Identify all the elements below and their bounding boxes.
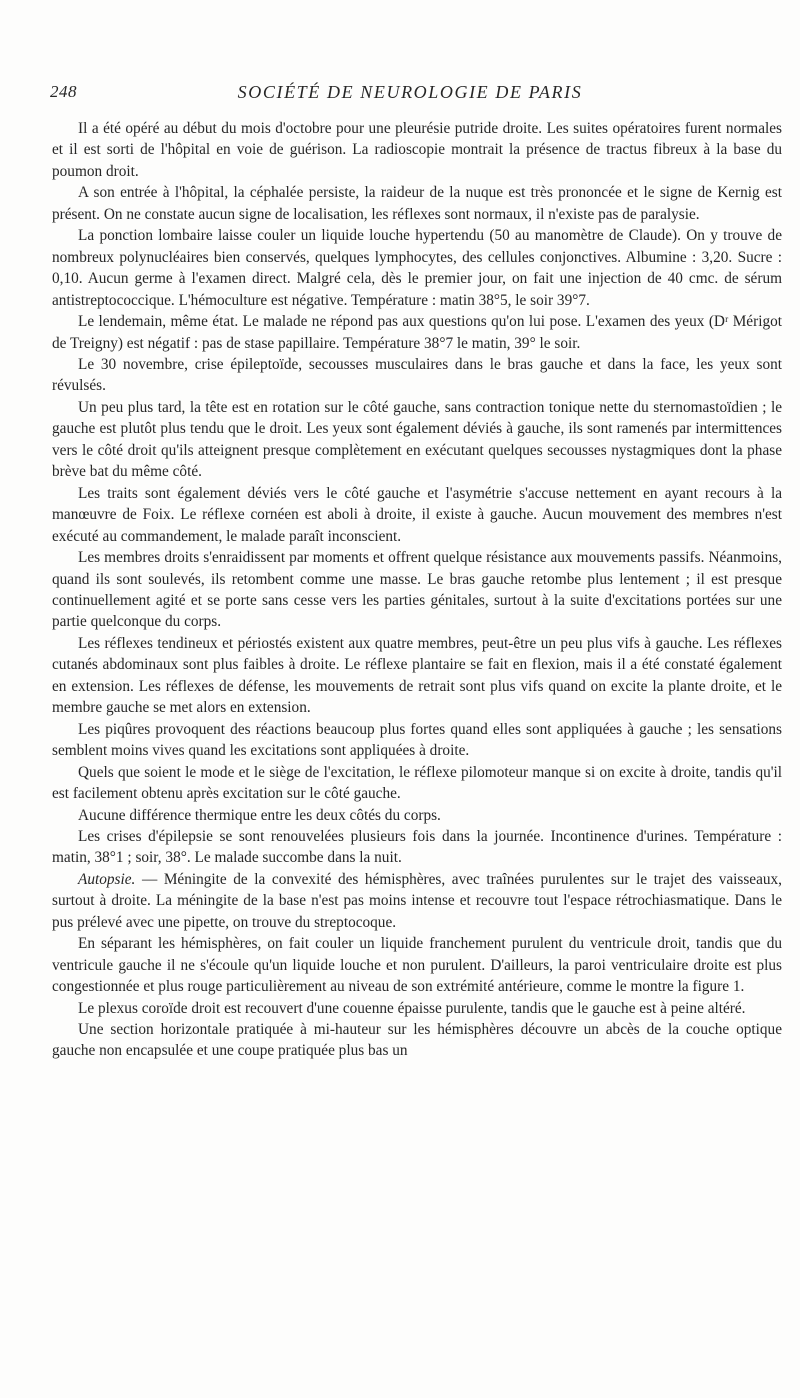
paragraph: Les crises d'épilepsie se sont renouvelées plusieurs fois dans la journée. Incontinence d'urines. Température : matin, 38°1 ; soir, 38°. Le malade succombe dans la nuit. xyxy=(52,827,782,867)
autopsie-paragraph xyxy=(52,869,782,933)
article-body xyxy=(52,118,782,1062)
paragraph: Une section horizontale pratiquée à mi-hauteur sur les hémisphères découvre un abcès de la couche optique gauche non encapsulée et une coupe pratiquée plus bas un xyxy=(52,1021,782,1060)
paragraph: Le lendemain, même état. Le malade ne répond pas aux questions qu'on lui pose. L'examen des yeux (Dʳ Mérigot de Treigny) est négatif : pas de stase papillaire. Température 38°7 le matin, 39° le soir. xyxy=(52,313,782,352)
paragraph: Les traits sont également déviés vers le côté gauche et l'asymétrie s'accuse nettement en ayant recours à la manœuvre de Foix. Le réflexe cornéen est aboli à droite, il existe à gauche. Aucun mouvement des membres n'est exécuté au commandement, le malade paraît inconscient. xyxy=(52,484,782,545)
autopsie-label: Autopsie. xyxy=(78,870,136,888)
paragraph: Les piqûres provoquent des réactions beaucoup plus fortes quand elles sont appliquées à gauche ; les sensations semblent moins vives quand les excitations sont appliquées à droite. xyxy=(52,720,782,760)
paragraph: En séparant les hémisphères, on fait couler un liquide franchement purulent du ventricule droit, tandis que du ventricule gauche il ne s'écoule qu'un liquide louche et non purulent. D'ailleurs, la paroi ventriculaire droite est plus congestionnée et plus rouge particulièrement au niveau de son extrémité antérieure, comme le montre la figure 1. xyxy=(52,935,782,996)
paragraph: Quels que soient le mode et le siège de l'excitation, le réflexe pilomoteur manque si on excite à droite, tandis qu'il est facilement obtenu après excitation sur le côté gauche. xyxy=(52,763,782,803)
running-head xyxy=(50,82,770,108)
paragraph: A son entrée à l'hôpital, la céphalée persiste, la raideur de la nuque est très prononcée et le signe de Kernig est présent. On ne constate aucun signe de localisation, les réflexes sont normaux, il n'existe pas de paralysie. xyxy=(52,184,782,223)
journal-title: SOCIÉTÉ DE NEUROLOGIE DE PARIS xyxy=(237,82,583,102)
paragraph: Aucune différence thermique entre les deux côtés du corps. xyxy=(78,806,441,824)
autopsie-text: — Méningite de la convexité des hémisphères, avec traînées purulentes sur le trajet des vaisseaux, surtout à droite. La méningite de la base n'est pas moins intense et recouvre tout l'espace rétrochiasmatique. Dans le pus prélevé avec une pipette, on trouve du streptocoque. xyxy=(52,870,782,931)
paragraph: La ponction lombaire laisse couler un liquide louche hypertendu (50 au manomètre de Claude). On y trouve de nombreux polynucléaires bien conservés, quelques lymphocytes, des cellules conjonctives. Albumine : 3,20. Sucre : 0,10. Aucun germe à l'examen direct. Malgré cela, dès le premier jour, on fait une injection de 40 cmc. de sérum antistreptococcique. L'hémoculture est négative. Température : matin 38°5, le soir 39°7. xyxy=(52,227,782,309)
paragraph: Un peu plus tard, la tête est en rotation sur le côté gauche, sans contraction tonique nette du sternomastoïdien ; le gauche est plutôt plus tendu que le droit. Les yeux sont également déviés à gauche, ils sont ramenés par intermittences vers le côté droit qu'ils atteignent presque complètement en exécutant quelques secousses nystagmiques dont la phase brève bat du même côté. xyxy=(52,398,782,481)
paragraph: Le plexus coroïde droit est recouvert d'une couenne épaisse purulente, tandis que le gauche est à peine altéré. xyxy=(78,999,746,1017)
paragraph: Les réflexes tendineux et périostés existent aux quatre membres, peut-être un peu plus vifs à gauche. Les réflexes cutanés abdominaux sont plus faibles à droite. Le réflexe plantaire se fait en flexion, mais il a été constaté également en extension. Les réflexes de défense, les mouvements de retrait sont plus vifs quand on excite la plante droite, et le membre gauche se met alors en extension. xyxy=(52,634,782,717)
paragraph: Il a été opéré au début du mois d'octobre pour une pleurésie putride droite. Les suites opératoires furent normales et il est sorti de l'hôpital en voie de guérison. La radioscopie montrait la présence de tractus fibreux à la base du poumon droit. xyxy=(52,120,782,180)
paragraph: Le 30 novembre, crise épileptoïde, secousses musculaires dans le bras gauche et dans la face, les yeux sont révulsés. xyxy=(52,355,782,395)
page-number: 248 xyxy=(50,82,77,101)
paragraph: Les membres droits s'enraidissent par moments et offrent quelque résistance aux mouvements passifs. Néanmoins, quand ils sont soulevés, ils retombent comme une masse. Le bras gauche retombe plus lentement ; il est presque continuellement agité et se porte sans cesse vers les parties génitales, surtout à la suite d'excitations portées sur une partie quelconque du corps. xyxy=(52,549,782,631)
